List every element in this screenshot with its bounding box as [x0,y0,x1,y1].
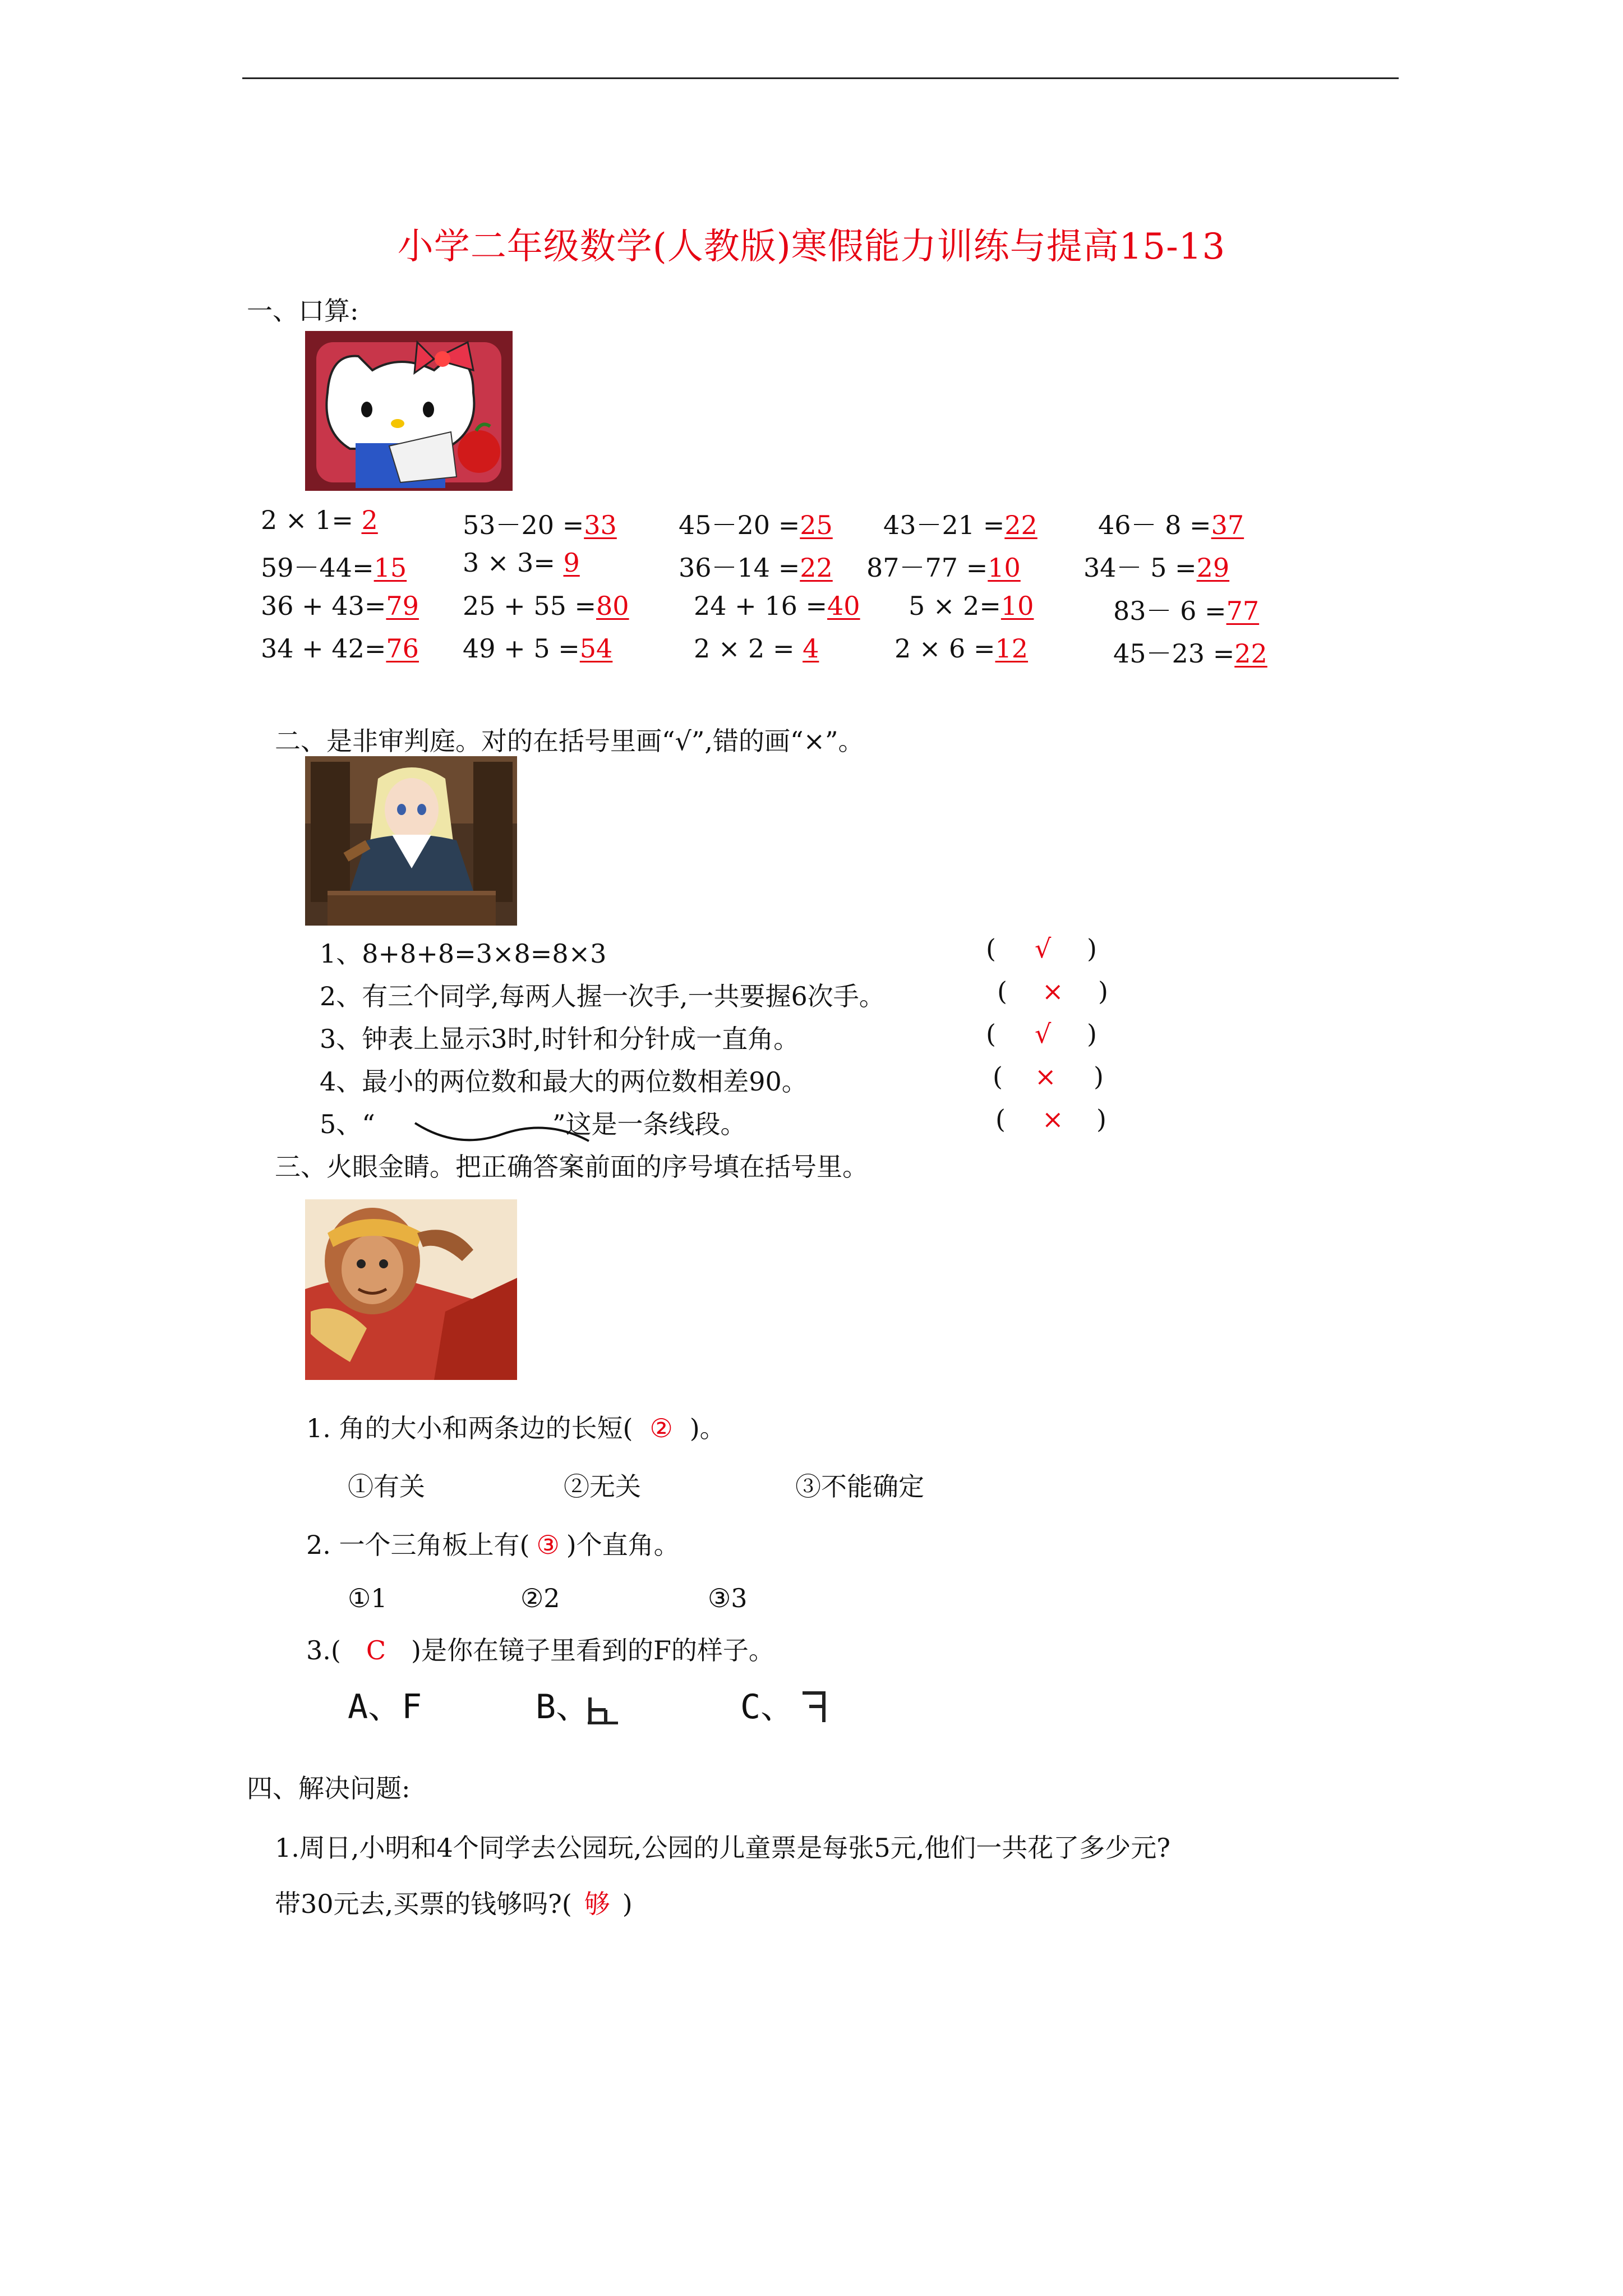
section3-heading: 三、火眼金睛。把正确答案前面的序号填在括号里。 [275,1152,868,1182]
calc-row-1-col-3: 45－20 =25 [679,510,833,540]
mc-q2: 2. 一个三角板上有( ③ )个直角。 [306,1530,680,1560]
calc-row-2-col-1: 59－44=15 [261,553,407,583]
calc-row-3-col-1: 36 + 43=79 [261,591,419,621]
calc-row-2-col-4: 87－77 =10 [866,553,1021,583]
mc-q3-option-b: B、 [536,1687,590,1727]
mc-q3: 3.( C )是你在镜子里看到的F的样子。 [306,1635,774,1665]
monkey-king-image [305,1199,517,1380]
hello-kitty-image [305,331,513,491]
judge-item-5-text-a: 5、“ [320,1109,375,1139]
judge-item-4-open: ( [993,1061,1003,1092]
top-rule [242,77,1399,79]
judge-item-5-close: ) [1096,1104,1106,1134]
judge-item-3-text: 3、钟表上显示3时,时针和分针成一直角。 [320,1024,800,1054]
calc-row-3-col-5: 83－ 6 =77 [1113,596,1260,626]
calc-row-4-col-5: 45－23 =22 [1113,638,1267,669]
mc-q1-option-3: ③不能确定 [795,1471,924,1502]
mc-q2-option-3: ③3 [708,1583,748,1613]
calc-row-3-col-2: 25 + 55 =80 [463,591,629,621]
judge-item-5-text-b: ”这是一条线段。 [552,1109,746,1139]
mc-q3-option-c: C、 [740,1687,795,1727]
section1-heading: 一、口算: [247,296,359,326]
calc-row-2-col-5: 34－ 5 =29 [1083,553,1230,583]
calc-row-1-col-5: 46－ 8 =37 [1098,510,1244,540]
judge-item-4-mark: × [1035,1061,1057,1092]
judge-item-3-open: ( [986,1019,996,1049]
judge-item-2-close: ) [1098,976,1108,1006]
calc-row-1-col-2: 53－20 =33 [463,510,617,540]
judge-item-1-mark: √ [1035,933,1052,964]
judge-item-1-text: 1、8+8+8=3×8=8×3 [320,938,607,969]
judge-item-5-mark: × [1042,1104,1064,1134]
calc-row-4-col-1: 34 + 42=76 [261,633,419,664]
mc-q1-option-1: ①有关 [348,1471,425,1502]
judge-image [305,756,517,926]
mc-q2-option-1: ①1 [348,1583,388,1613]
calc-row-4-col-3: 2 × 2 = 4 [694,633,819,664]
calc-row-3-col-3: 24 + 16 =40 [694,591,860,621]
judge-item-2-mark: × [1042,976,1064,1006]
mirrored-f-shape-c [799,1688,827,1724]
judge-item-2-text: 2、有三个同学,每两人握一次手,一共要握6次手。 [320,981,885,1011]
mc-q1: 1. 角的大小和两条边的长短( ② )。 [306,1413,726,1443]
mirrored-f-shape-b [583,1690,623,1724]
problem-1-line-2: 带30元去,买票的钱够吗?( 够 ) [275,1889,633,1919]
section4-heading: 四、解决问题: [247,1773,411,1803]
mc-q3-option-a: A、F [348,1687,422,1727]
judge-item-4-close: ) [1094,1061,1104,1092]
calc-row-4-col-4: 2 × 6 =12 [895,633,1029,664]
mc-q1-option-2: ②无关 [564,1471,641,1502]
calc-row-2-col-2: 3 × 3= 9 [463,547,580,578]
calc-row-4-col-2: 49 + 5 =54 [463,633,613,664]
calc-row-2-col-3: 36－14 =22 [679,553,833,583]
judge-item-4-text: 4、最小的两位数和最大的两位数相差90。 [320,1066,808,1097]
page-title: 小学二年级数学(人教版)寒假能力训练与提高15-13 [397,226,1226,268]
judge-item-1-close: ) [1087,933,1097,964]
calc-row-3-col-4: 5 × 2=10 [909,591,1034,621]
problem-1-line-1: 1.周日,小明和4个同学去公园玩,公园的儿童票是每张5元,他们一共花了多少元? [275,1833,1170,1863]
judge-item-1-open: ( [986,933,996,964]
calc-row-1-col-4: 43－21 =22 [883,510,1038,540]
calc-row-1-col-1: 2 × 1= 2 [261,505,378,535]
judge-item-2-open: ( [997,976,1007,1006]
judge-item-5-open: ( [995,1104,1006,1134]
judge-item-3-mark: √ [1035,1019,1052,1049]
judge-item-3-close: ) [1087,1019,1097,1049]
section2-heading: 二、是非审判庭。对的在括号里画“√”,错的画“×”。 [275,726,864,756]
mc-q2-option-2: ②2 [520,1583,560,1613]
